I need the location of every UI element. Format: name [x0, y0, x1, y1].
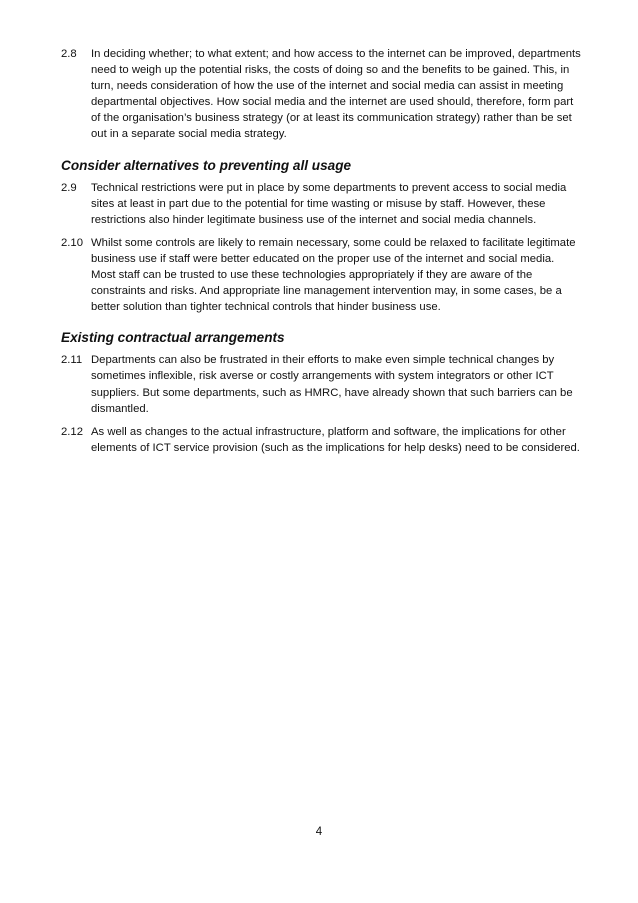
- paragraph-2-8: [61, 46, 581, 143]
- page-number: 4: [315, 826, 323, 838]
- paragraph-text: Whilst some controls are likely to remain necessary, some could be relaxed to facilitate legitimate business use if staff were better educated on the proper use of the internet and social media. Most staff can be trusted to use these technologies appropriately if they are aware of the constraints and risks. And appropriate line management intervention may, in some cases, be a better solution than tighter technical controls that hinder business use.: [91, 236, 576, 314]
- paragraph-number: 2.10: [61, 236, 83, 249]
- paragraph-text: In deciding whether; to what extent; and how access to the internet can be improved, departments need to weigh up the potential risks, the costs of doing so and the benefits to be gained. This, in turn, needs consideration of how the use of the internet and social media can assist in meeting departmental objectives. How social media and the internet are used should, therefore, form part of the organisation’s business strategy (or at least its communication strategy) rather than be set out in a separate social media strategy.: [91, 48, 581, 141]
- paragraph-2-11: [61, 352, 581, 416]
- paragraph-2-12: [61, 424, 581, 456]
- paragraph-number: 2.11: [61, 354, 83, 367]
- paragraph-number: 2.8: [61, 48, 77, 60]
- paragraph-number: 2.12: [61, 425, 83, 438]
- paragraph-text: Technical restrictions were put in place by some departments to prevent access to social media sites at least in part due to the potential for time wasting or misuse by staff. However, these restrictions also hinder legitimate business use of the internet and social media channels.: [91, 181, 567, 226]
- paragraph-2-10: [61, 235, 581, 315]
- section-heading-contractual: Existing contractual arrangements: [61, 330, 285, 346]
- paragraph-text: As well as changes to the actual infrastructure, platform and software, the implications for other elements of ICT service provision (such as the implications for help desks) need to be considered.: [91, 425, 580, 454]
- page-content: [61, 46, 581, 463]
- section-heading-alternatives: Consider alternatives to preventing all usage: [61, 157, 352, 173]
- paragraph-2-9: [61, 180, 581, 228]
- paragraph-number: 2.9: [61, 181, 77, 194]
- paragraph-text: Departments can also be frustrated in their efforts to make even simple technical changes by sometimes inflexible, risk averse or costly arrangements with system integrators or other ICT suppliers. But some departments, such as HMRC, have already shown that such barriers can be dismantled.: [91, 354, 573, 415]
